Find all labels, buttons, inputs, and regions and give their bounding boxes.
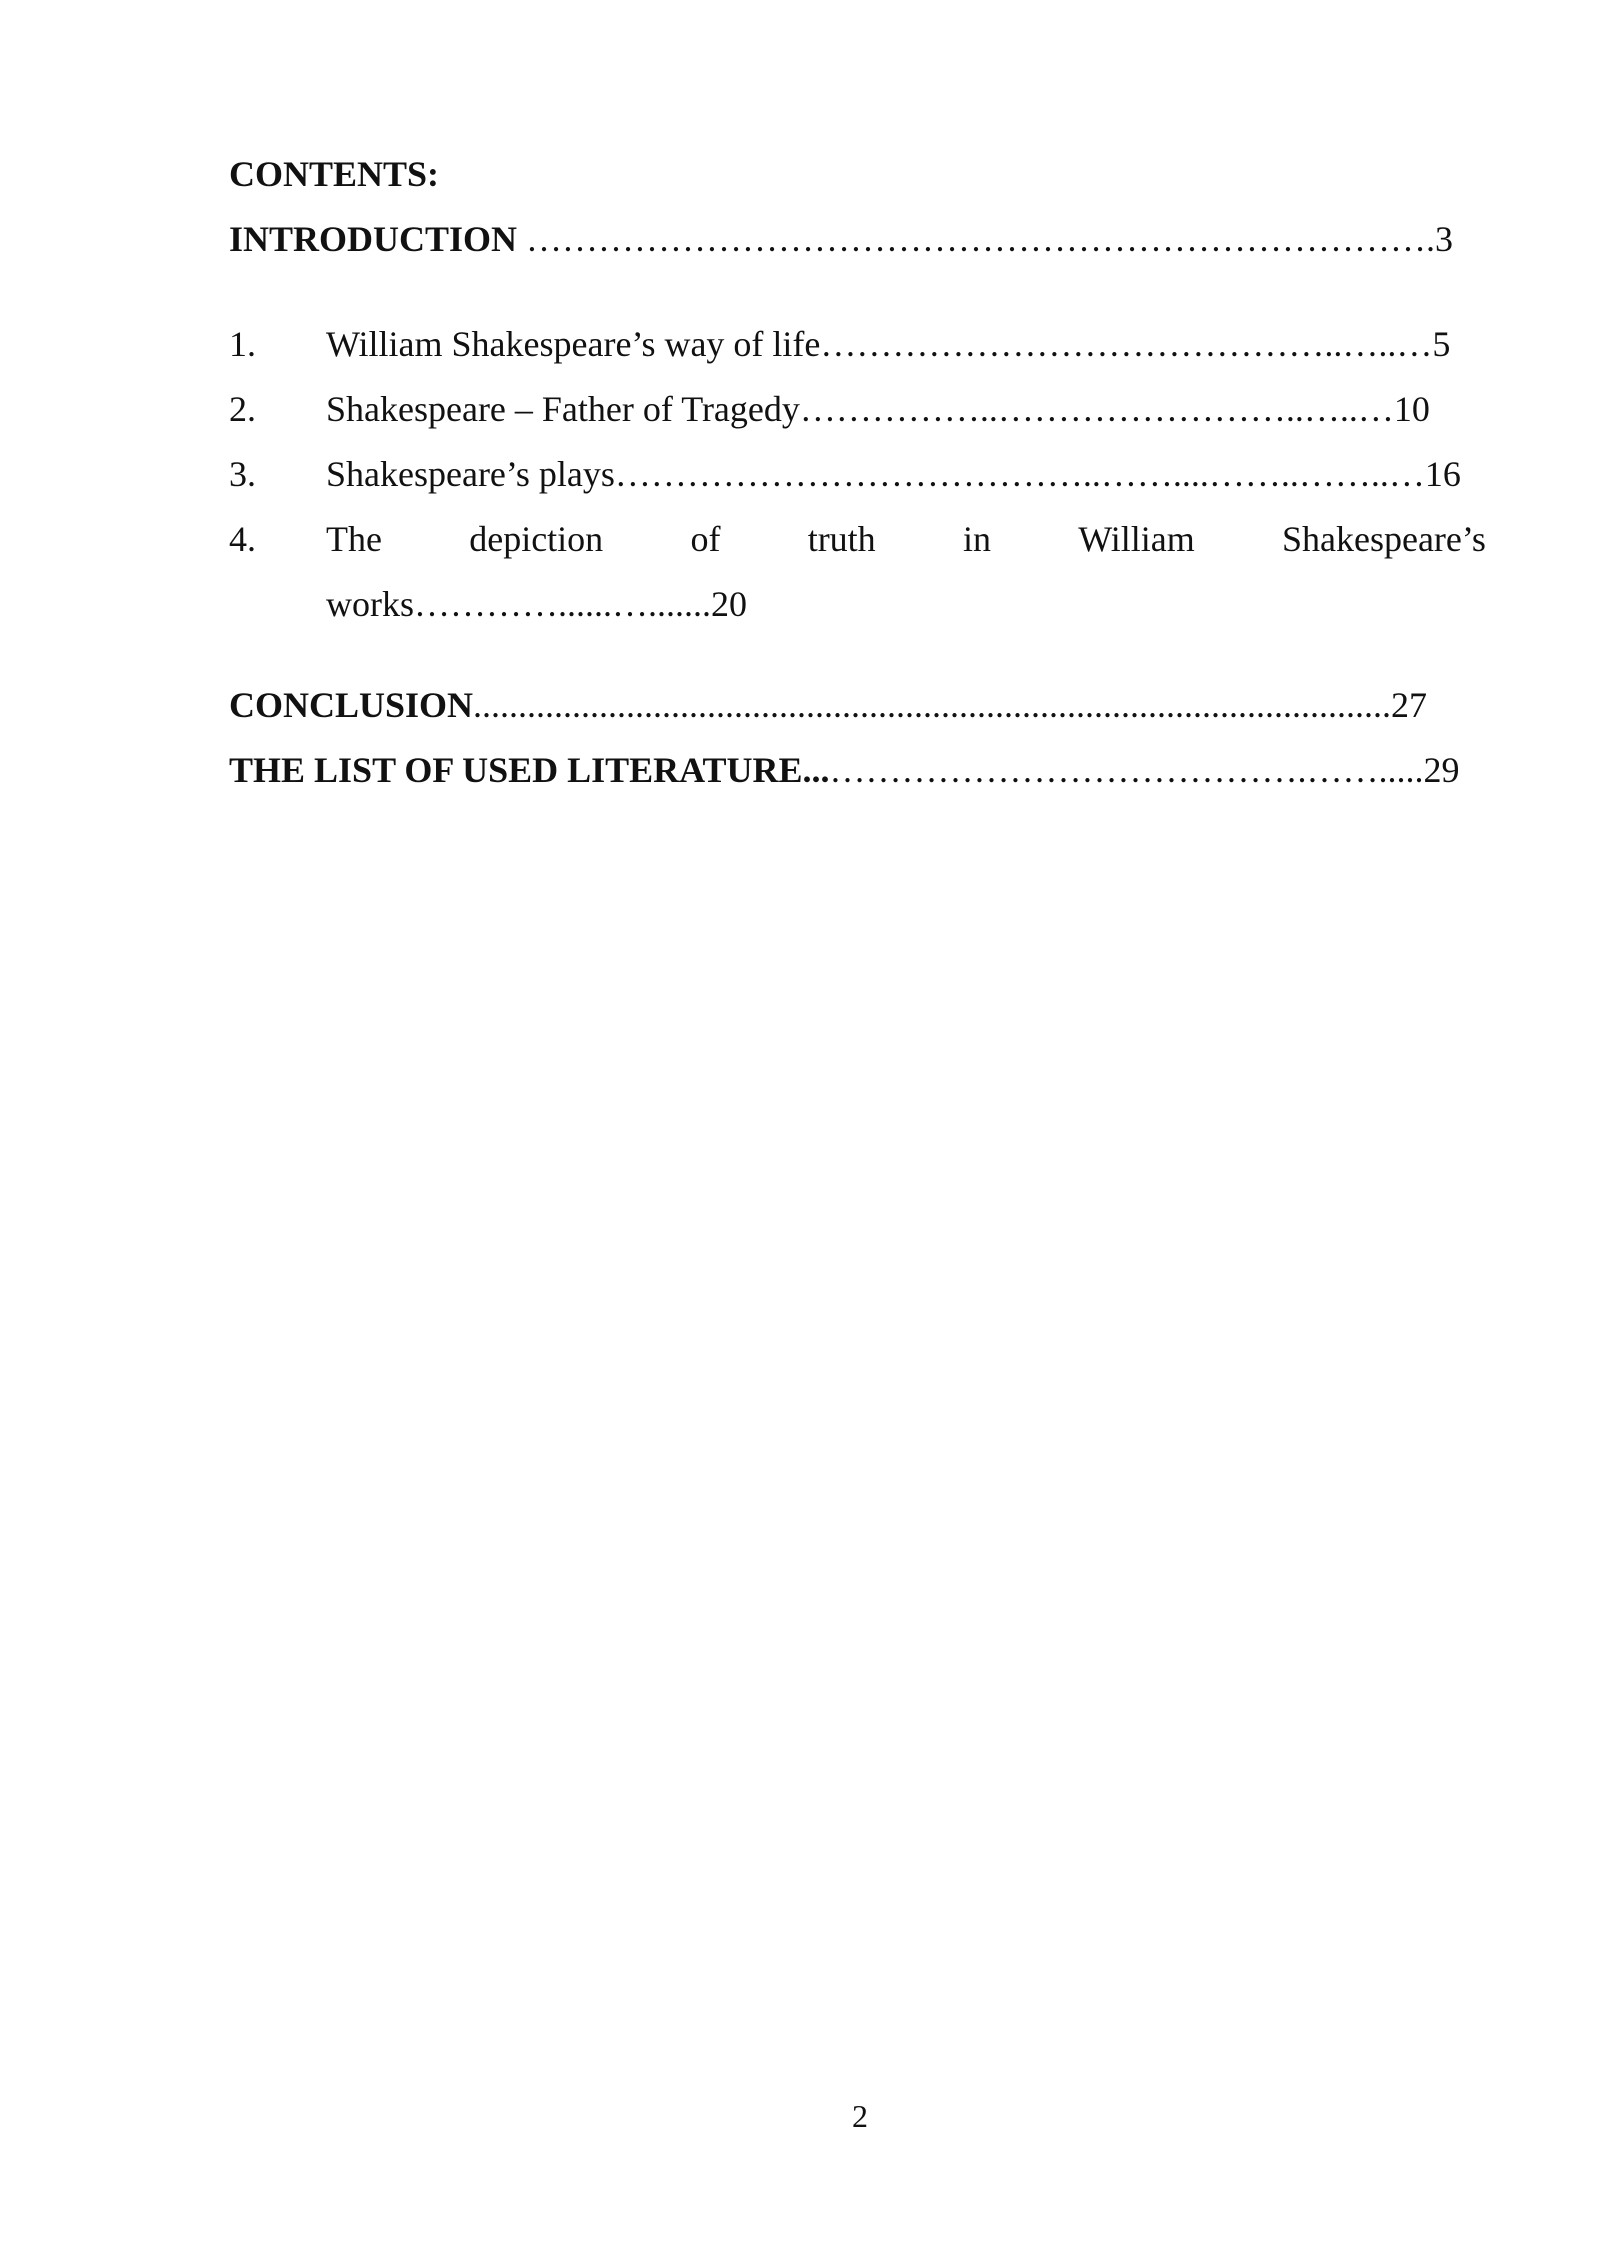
toc-chapter-4-word: depiction [469,519,604,559]
toc-chapter-4-word: truth [807,519,876,559]
toc-introduction-label: INTRODUCTION [229,219,518,259]
toc-chapter-2-number: 2. [229,389,256,429]
toc-literature [229,748,1460,792]
toc-chapter-4-line [326,517,1486,561]
toc-chapter-4-word: Shakespeare’s [1281,519,1486,559]
toc-chapter-4-word: The [326,519,382,559]
toc-introduction-leader: ………………………………………………………………….3 [517,219,1454,259]
toc-conclusion-leader: ......................................................................................................27 [473,685,1428,725]
toc-chapter-3: Shakespeare’s plays…………………………………..……....……..……..…16 [326,454,1461,494]
toc-literature-leader: ………………………………….…….....29 [829,750,1460,790]
toc-chapter-4-number: 4. [229,519,256,559]
toc-chapter-2: Shakespeare – Father of Tragedy……………..……………………..…..…10 [326,389,1430,429]
toc-chapter-4-word: of [690,519,721,559]
toc-chapter-1: William Shakespeare’s way of life……………………………………..…..…5 [326,324,1451,364]
toc-chapter-4-word: in [962,519,991,559]
toc-literature-label: THE LIST OF USED LITERATURE... [229,750,830,790]
contents-heading: CONTENTS: [229,154,440,194]
toc-introduction [229,217,1453,261]
toc-conclusion-label: CONCLUSION [229,685,474,725]
toc-chapter-4-continuation: works…………......….......20 [326,584,747,624]
toc-chapter-3-number: 3. [229,454,256,494]
toc-conclusion [229,683,1427,727]
toc-chapter-1-number: 1. [229,324,256,364]
page-number: 2 [852,2098,868,2134]
toc-chapter-4-word: William [1078,519,1195,559]
